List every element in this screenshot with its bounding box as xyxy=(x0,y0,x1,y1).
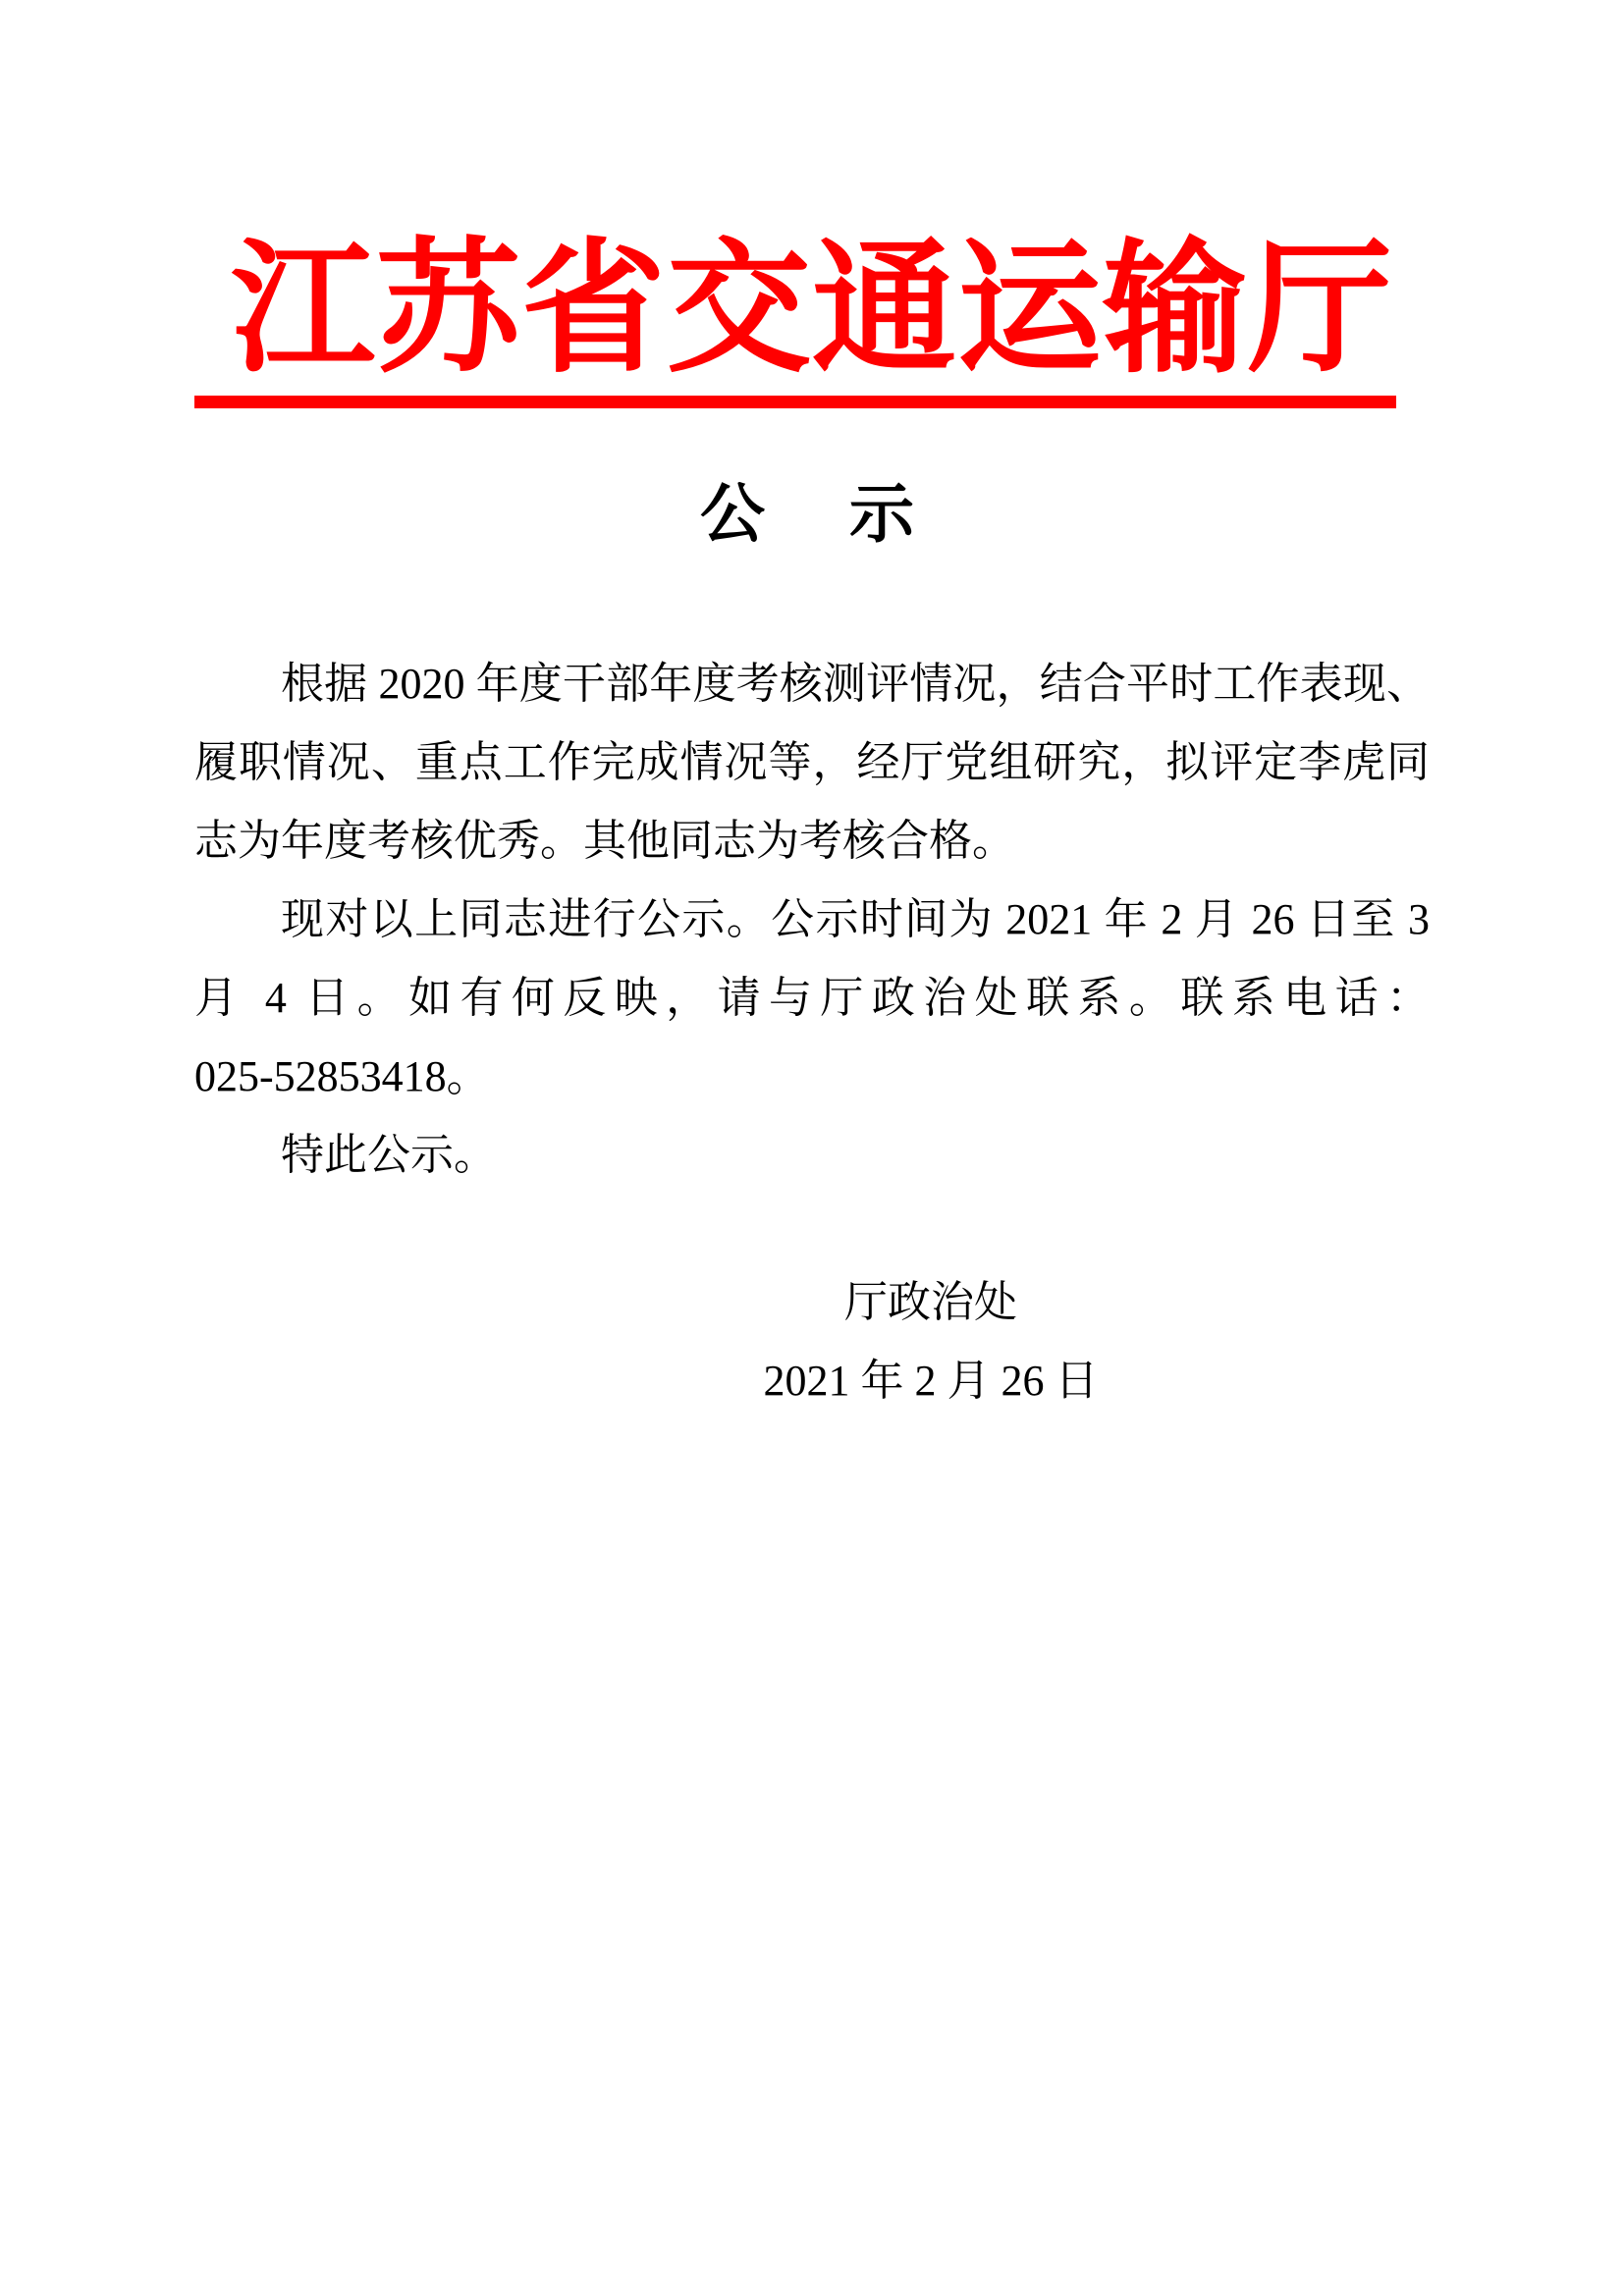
body-line: 月 4 日。如有何反映，请与厅政治处联系。联系电话： xyxy=(194,974,1430,1022)
agency-header-title: 江苏省交通运输厅 xyxy=(230,230,1393,390)
body-line: 根据 2020 年度干部年度考核测评情况，结合平时工作表现、 xyxy=(281,660,1430,708)
body-line: 履职情况、重点工作完成情况等，经厅党组研究，拟评定李虎同 xyxy=(194,738,1430,786)
notice-body xyxy=(194,645,1430,1420)
body-line: 现对以上同志进行公示。公示时间为 2021 年 2 月 26 日至 3 xyxy=(281,895,1430,943)
body-line-closing: 特此公示。 xyxy=(281,1131,497,1179)
signature-block xyxy=(436,1263,1426,1420)
signature-department: 厅政治处 xyxy=(844,1278,1017,1326)
notice-title: 公 示 xyxy=(700,479,924,551)
signature-date: 2021 年 2 月 26 日 xyxy=(763,1357,1099,1405)
body-line: 志为年度考核优秀。其他同志为考核合格。 xyxy=(194,817,1015,865)
body-line-phone: 025-52853418。 xyxy=(194,1052,490,1100)
red-divider-line xyxy=(194,396,1396,408)
